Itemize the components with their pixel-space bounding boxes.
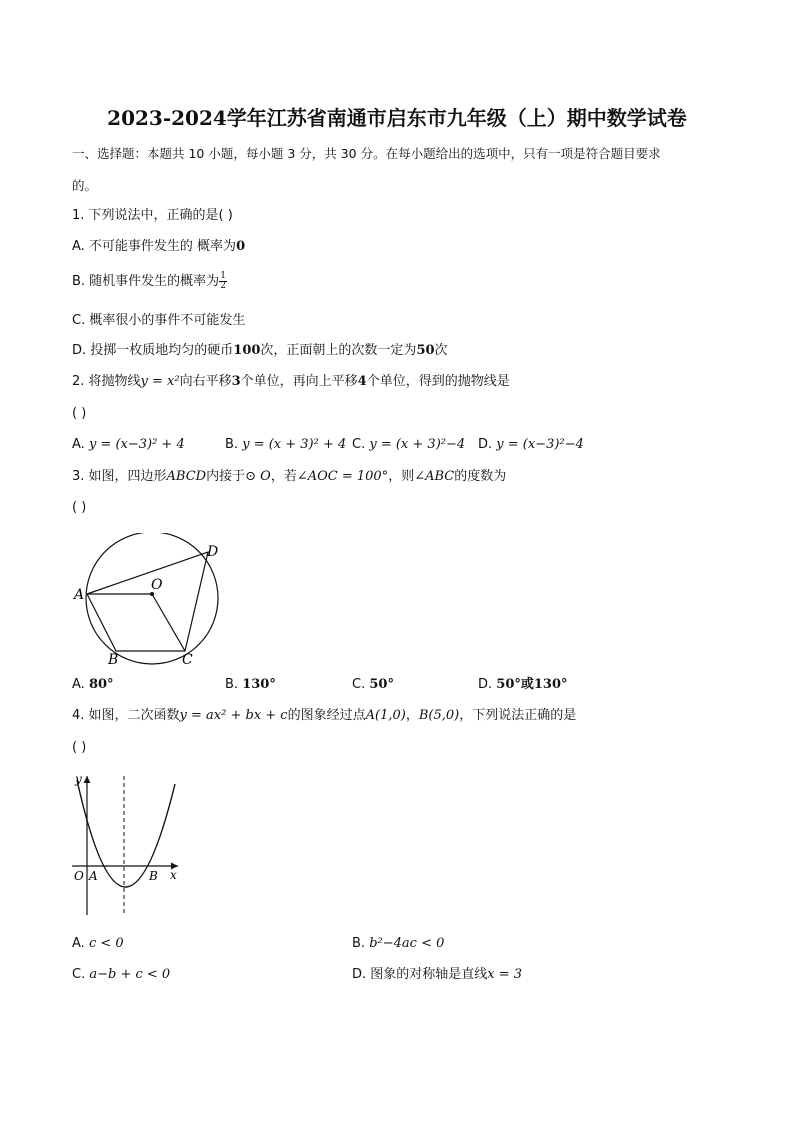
q3-option-b [225,676,276,694]
q4-stem-post: ，下列说法正确的是 [459,708,577,723]
page-title: 2023-2024学年江苏省南通市启东市九年级（上）期中数学试卷 [107,106,687,130]
q3-option-a-label: A. [72,677,85,692]
q4-option-a-expr: c < 0 [88,936,124,951]
q3-stem-pre: 3. 如图，四边形 [72,469,167,484]
q1-fraction-denominator: 2 [220,281,226,291]
q2-stem-expr: y = x² [140,374,180,389]
q2-option-c [352,436,465,454]
q2-option-d-label: D. [478,437,493,452]
q1-option-d [72,342,448,360]
q2-option-a [72,436,185,454]
q1-option-c: C. 概率很小的事件不可能发生 [72,313,246,328]
q3-option-b-label: B. [225,677,239,692]
q4-option-b-label: B. [352,936,366,951]
point-b-label: B [149,869,158,883]
q2-stem-mid2: 个单位，再向上平移 [240,374,358,389]
q2-stem [72,373,510,391]
q4-stem-expr: y = ax² + bx + c [179,708,288,723]
q3-circle-figure [70,533,230,673]
q2-stem-pre: 2. 将抛物线 [72,374,141,389]
q1-option-d-mid: 次，正面朝上的次数一定为 [260,343,417,358]
q1-fraction-numerator: 1 [220,271,226,281]
q4-option-d [352,966,522,984]
q4-option-c-expr: a−b + c < 0 [89,967,171,982]
q4-option-d-expr: x = 3 [487,967,523,982]
q3-stem-mid3: ，则 [388,469,415,484]
label-b: B [108,652,119,668]
q2-stem-post: 个单位，得到的抛物线是 [366,374,510,389]
label-c: C [182,652,193,668]
axis-label-x: x [170,868,177,882]
q4-option-c-label: C. [72,967,86,982]
q1-option-a [72,238,245,256]
q4-option-b-expr: b²−4ac < 0 [369,936,445,951]
q4-option-a [72,935,124,953]
q3-option-a [72,676,114,694]
q4-option-a-label: A. [72,936,85,951]
q2-option-d-expr: y = (x−3)²−4 [496,437,584,452]
origin-label: O [74,869,84,883]
q3-option-d-label: D. [478,677,493,692]
q2-stem-n2: 4 [357,374,367,389]
q4-stem-sep: ， [405,708,419,723]
q3-option-d-value: 50°或130° [496,677,568,692]
q3-option-c-value: 50° [369,677,394,692]
q2-option-a-expr: y = (x−3)² + 4 [88,437,185,452]
q3-option-d [478,676,568,694]
q2-paren: ( ) [72,406,87,421]
q2-stem-n1: 3 [231,374,241,389]
q1-option-b-text: B. 随机事件发生的概率为 [72,274,220,289]
q1-option-d-pre: D. 投掷一枚质地均匀的硬币 [72,343,234,358]
q2-option-d [478,436,584,454]
label-d: D [207,544,219,560]
segment-oc [152,594,185,651]
q1-stem: 1. 下列说法中，正确的是( ) [72,208,233,223]
q2-stem-mid1: 向右平移 [179,374,232,389]
q3-option-b-value: 130° [242,677,276,692]
q4-option-d-label: D. 图象的对称轴是直线 [352,967,488,982]
q3-stem [72,468,506,486]
q4-stem-point-b: B(5,0) [418,708,460,723]
q2-option-b [225,436,346,454]
section-header-cont: 的。 [72,178,98,193]
q3-stem-cond: ∠AOC = 100° [296,469,389,484]
quadrilateral [87,552,208,651]
q2-option-b-expr: y = (x + 3)² + 4 [242,437,347,452]
q4-stem [72,707,576,725]
q1-option-b [72,272,227,291]
q4-option-b [352,935,444,953]
circle-o [86,533,218,664]
q3-stem-mid1: 内接于 [206,469,246,484]
q3-stem-angle: ∠ABC [414,469,455,484]
q3-option-a-value: 80° [88,677,114,692]
q3-stem-quad: ABCD [166,469,207,484]
q1-option-d-post: 次 [434,343,448,358]
q2-option-a-label: A. [72,437,85,452]
q4-stem-point-a: A(1,0) [365,708,406,723]
axis-label-y: y [75,772,82,786]
q3-option-c-label: C. [352,677,366,692]
q4-stem-pre: 4. 如图，二次函数 [72,708,180,723]
q1-option-d-n1: 100 [233,343,261,358]
section-header: 一、选择题：本题共 10 小题，每小题 3 分，共 30 分。在每小题给出的选项中，只有一项是符合题目要求 [72,146,661,161]
q2-option-b-label: B. [225,437,239,452]
q4-parabola-figure [68,770,188,920]
q3-stem-circle: ⊙ O [245,469,271,484]
label-o: O [151,577,163,593]
q1-fraction [219,272,227,291]
q1-option-d-n2: 50 [416,343,435,358]
q4-option-c [72,966,170,984]
q4-paren: ( ) [72,740,87,755]
point-a-label: A [89,869,98,883]
q3-option-c [352,676,394,694]
q3-paren: ( ) [72,500,87,515]
q2-option-c-label: C. [352,437,366,452]
q2-option-c-expr: y = (x + 3)²−4 [369,437,466,452]
q1-option-a-text: A. 不可能事件发生的 概率为 [72,239,237,254]
q1-option-a-value: 0 [236,239,246,254]
q4-stem-mid1: 的图象经过点 [287,708,366,723]
label-a: A [74,587,85,603]
q3-stem-mid2: ，若 [270,469,297,484]
q3-stem-post: 的度数为 [454,469,507,484]
